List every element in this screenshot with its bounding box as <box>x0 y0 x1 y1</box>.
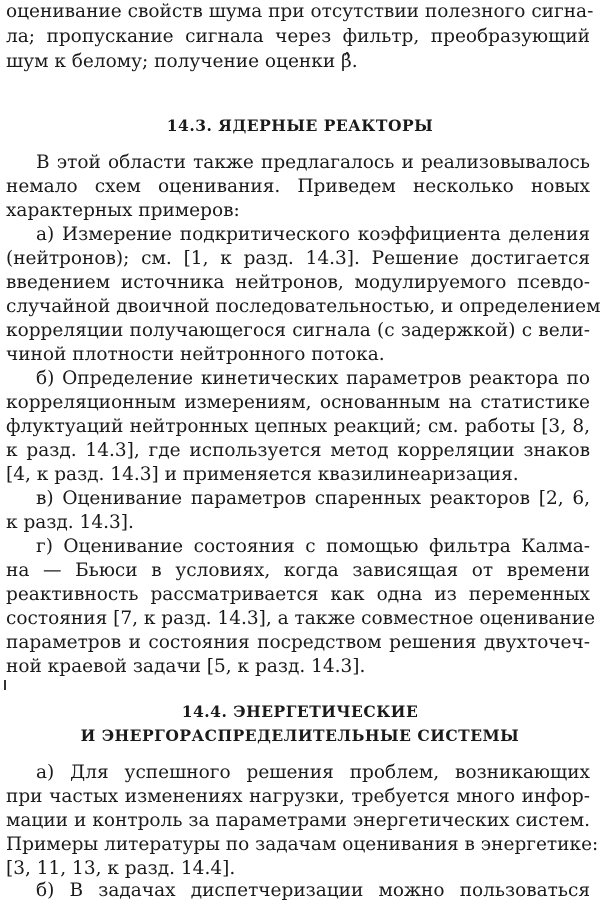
text-line: [3, 11, 13, к разд. 14.4]. <box>6 858 236 879</box>
text-line: при частых изменениях нагрузки, требуется много инфор- <box>6 786 590 807</box>
text-line: к разд. 14.3], где используется метод корреляции знаков <box>6 440 590 461</box>
text-line: немало схем оценивания. Приведем несколько новых <box>6 176 590 197</box>
text-line: корреляции получающегося сигнала (с задержкой) с вели- <box>6 320 590 341</box>
text-line: характерных примеров: <box>6 200 240 221</box>
text-line: в) Оценивание параметров спаренных реакторов [2, 6, <box>36 488 590 509</box>
text-line: корреляционным измерениям, основанным на статистике <box>6 392 590 413</box>
text-line: б) Определение кинетических параметров реактора по <box>36 368 590 389</box>
section-heading-14-4-line1: 14.4. ЭНЕРГЕТИЧЕСКИЕ <box>181 702 419 721</box>
text-line: флуктуаций нейтронных цепных реакций; см. работы [3, 8, <box>6 416 590 437</box>
text-line: параметров и состояния посредством решения двухточеч- <box>6 632 590 653</box>
text-line: реактивность рассматривается как одна из переменных <box>6 584 590 605</box>
section-heading-14-4-line2: И ЭНЕРГОРАСПРЕДЕЛИТЕЛЬНЫЕ СИСТЕМЫ <box>80 726 520 745</box>
text-line: (нейтронов); см. [1, к разд. 14.3]. Решение достигается <box>6 248 590 269</box>
text-line: оценивание свойств шума при отсутствии полезного сигна- <box>6 1 594 22</box>
text-line: на — Бьюси в условиях, когда зависящая от времени <box>6 560 590 581</box>
text-line: мации и контроль за параметрами энергетических систем. <box>6 810 590 831</box>
text-line: чиной плотности нейтронного потока. <box>6 344 385 365</box>
text-line: состояния [7, к разд. 14.3], а также совместное оценивание <box>6 608 596 629</box>
section-heading-14-3: 14.3. ЯДЕРНЫЕ РЕАКТОРЫ <box>166 116 434 135</box>
text-line: [4, к разд. 14.3] и применяется квазилинеаризация. <box>6 464 519 485</box>
text-line: г) Оценивание состояния с помощью фильтра Калма- <box>36 536 590 557</box>
text-line: а) Для успешного решения проблем, возникающих <box>36 762 590 783</box>
text-line: шум к белому; получение оценки β̂. <box>6 51 358 72</box>
margin-mark <box>4 680 6 690</box>
text-line: к разд. 14.3]. <box>6 512 134 533</box>
text-line: Примеры литературы по задачам оценивания в энергетике: <box>6 834 599 855</box>
text-line: случайной двоичной последовательностью, и определением <box>6 296 600 317</box>
text-line: введением источника нейтронов, модулируемого псевдо- <box>6 272 590 293</box>
text-line: В этой области также предлагалось и реализовывалось <box>36 152 590 173</box>
text-line: ной краевой задачи [5, к разд. 14.3]. <box>6 656 366 677</box>
text-line: б) В задачах диспетчеризации можно пользоваться <box>36 880 590 901</box>
text-line: ла; пропускание сигнала через фильтр, преобразующий <box>6 26 590 47</box>
text-line: а) Измерение подкритического коэффициента деления <box>36 224 590 245</box>
